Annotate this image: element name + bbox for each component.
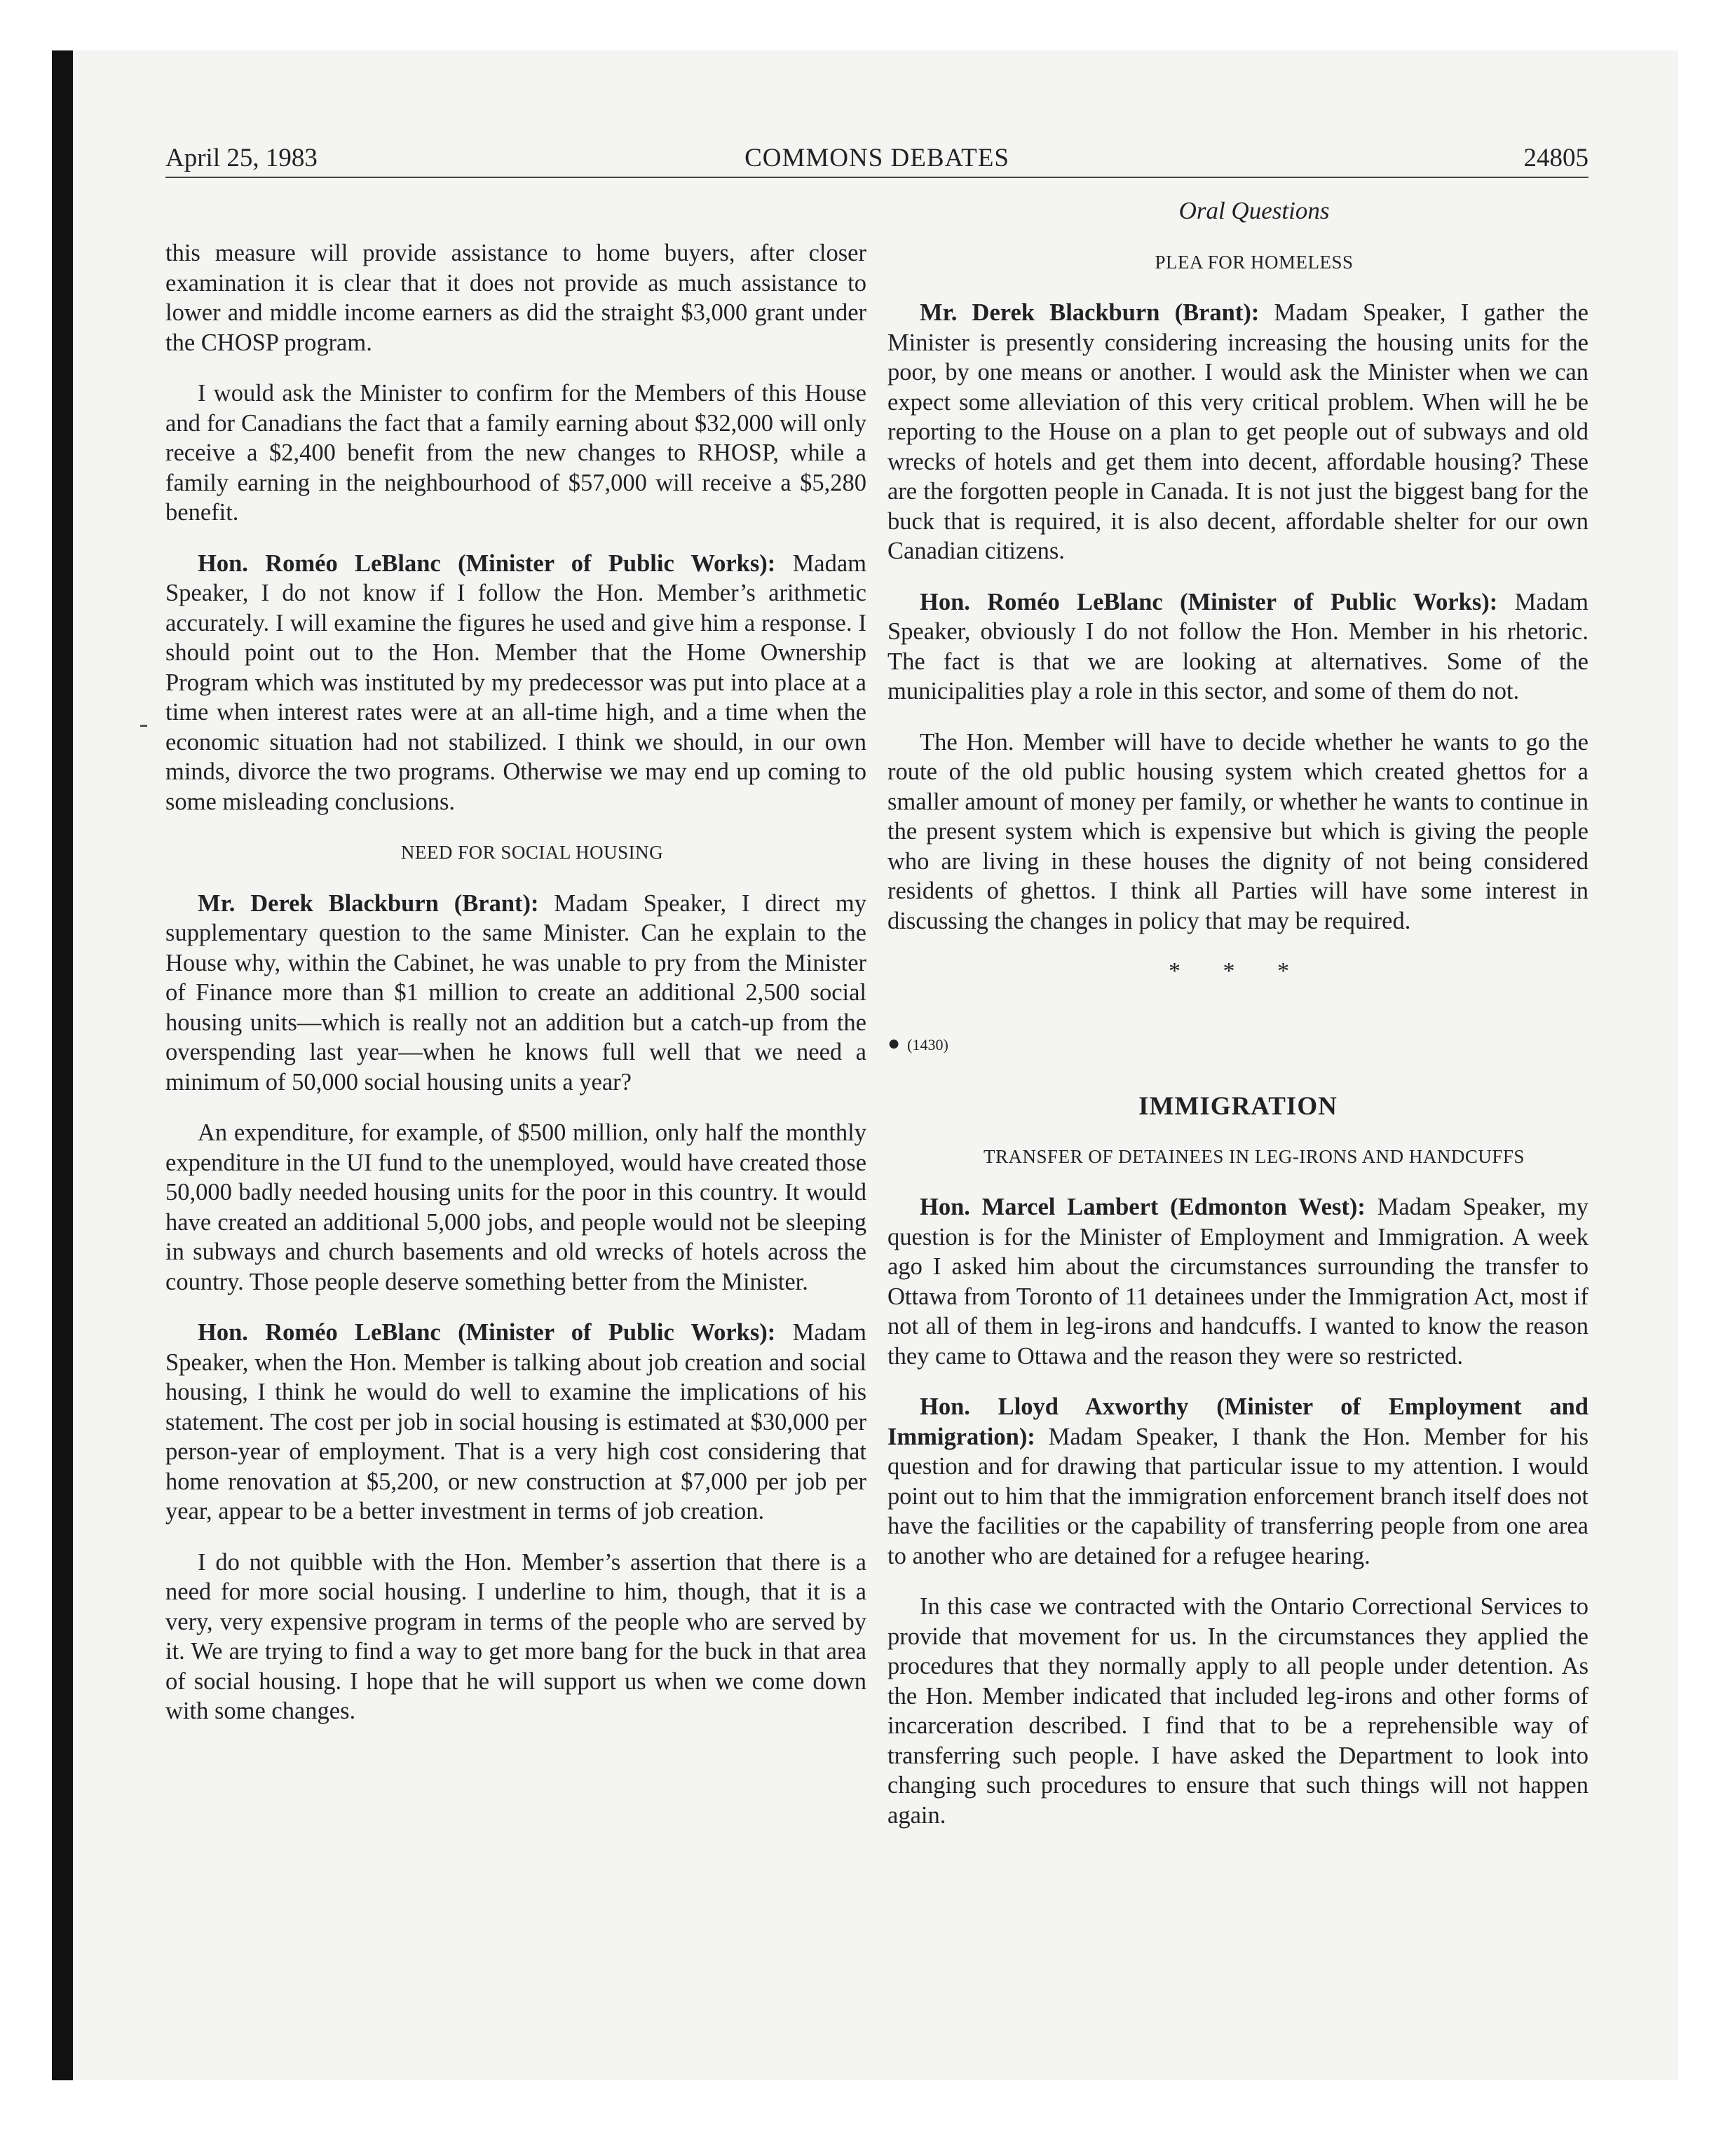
running-head-date: April 25, 1983: [165, 144, 318, 172]
speech-text: Madam Speaker, my question is for the Minister of Employment and Immigration. A week ago I asked him about the circumstances surrounding the transfer to Ottawa from Toronto of 11 detainees under the Immigration Act, most if not all of them in leg-irons and handcuffs. I wanted to know the reason they came to Ottawa and the reason they were so restricted.: [887, 1194, 1588, 1370]
right-column: [887, 196, 1588, 1851]
paragraph: I do not quibble with the Hon. Member’s assertion that there is a need for more social housing. I underline to him, though, that it is a very, very expensive program in terms of the people who are served by it. We are trying to find a way to get more bang for the buck in that area of social housing. I hope that he will support us when we come down with some changes.: [165, 1548, 866, 1724]
bullet-icon: ●: [887, 1031, 901, 1055]
speech-text: Madam Speaker, obviously I do not follow the Hon. Member in his rhetoric. The fact is that we are looking at alternatives. Some of the municipalities play a role in this sector, and some of them do not.: [887, 588, 1588, 704]
section-title: Oral Questions: [1178, 197, 1330, 224]
time-mark: [887, 1029, 1588, 1060]
paragraph: The Hon. Member will have to decide whether he wants to go the route of the old public housing system which created ghettos for a smaller amount of money per family, or whether he wants to continue in the present system which is expensive but which is giving the people who are living in these houses the dignity of not being considered residents of ghettos. I think all Parties will have some interest in discussing the changes in policy that may be required.: [887, 728, 1588, 934]
speaker-name: Hon. Lloyd Axworthy (Minister of Employment and Immigration):: [887, 1393, 1588, 1450]
speech-paragraph: [887, 587, 1588, 707]
paragraph: In this case we contracted with the Ontario Correctional Services to provide that movement for us. In the circumstances they applied the procedures that they normally apply to all people under detention. As the Hon. Member indicated that included leg-irons and other forms of incarceration described. I find that to be a reprehensible way of transferring such people. I have asked the Department to look into changing such procedures to ensure that such things will not happen again.: [887, 1593, 1588, 1829]
speech-paragraph: [887, 1192, 1588, 1371]
speech-text: Madam Speaker, I thank the Hon. Member for his question and for drawing that particular issue to my attention. I would point out to him that the immigration enforcement branch itself does not have the facilities or the capability of transferring people from one area to another who are detained for a refugee hearing.: [887, 1423, 1588, 1569]
paragraph: An expenditure, for example, of $500 million, only half the monthly expenditure in the UI fund to the unemployed, would have created those 50,000 badly needed housing units for the poor in this country. It would have created an additional 5,000 jobs, and people would not be sleeping in subways and church basements and old wrecks of hotels across the country. Those people deserve something better from the Minister.: [165, 1119, 866, 1295]
running-head: [165, 140, 1588, 178]
speaker-name: Hon. Marcel Lambert (Edmonton West):: [920, 1194, 1366, 1220]
time-mark-label: (1430): [907, 1035, 948, 1053]
section-separator: * * *: [1169, 958, 1307, 984]
paragraph: I would ask the Minister to confirm for the Members of this House and for Canadians the fact that a family earning about $32,000 will only receive a $2,400 benefit from the new changes to RHOSP, while a family earning in the neighbourhood of $57,000 will receive a $5,280 benefit.: [165, 380, 866, 526]
page-number: 24805: [1523, 144, 1588, 172]
speech-text: Madam Speaker, I gather the Minister is presently considering increasing the housing units for the poor, by one means or another. I would ask the Minister when we can expect some alleviation of this very critical problem. When will he be reporting to the House on a plan to get people out of subways and old wrecks of hotels and get them into decent, affordable housing? These are the forgotten people in Canada. It is not just the biggest bang for the buck that is required, it is also decent, affordable shelter for our own Canadian citizens.: [887, 299, 1588, 564]
speaker-name: Mr. Derek Blackburn (Brant):: [920, 299, 1260, 326]
scan-shadow-edge: [52, 50, 73, 2080]
major-heading: IMMIGRATION: [1138, 1092, 1338, 1121]
speech-text: Madam Speaker, I direct my supplementary question to the same Minister. Can he explain to the House why, within the Cabinet, he was unable to pry from the Minister of Finance more than $1 million to create an additional 2,500 social housing units—which is really not an addition but a catch-up from the overspending last year—when he knows full well that we need a minimum of 50,000 social housing units a year?: [165, 889, 866, 1096]
subheading: PLEA FOR HOMELESS: [1155, 251, 1354, 273]
speech-paragraph: [887, 1392, 1588, 1571]
running-head-title: COMMONS DEBATES: [744, 144, 1009, 172]
subheading: NEED FOR SOCIAL HOUSING: [400, 842, 664, 863]
speech-text: Madam Speaker, I do not know if I follow the Hon. Member’s arithmetic accurately. I will examine the figures he used and give him a response. I should point out to the Hon. Member that the Home Ownership Program which was instituted by my predecessor was put into place at a time when interest rates were at an all-time high, and a time when the economic situation had not stabilized. I think we should, in our own minds, divorce the two programs. Otherwise we may end up coming to some misleading conclusions.: [165, 550, 866, 815]
speech-paragraph: [887, 298, 1588, 566]
subheading: TRANSFER OF DETAINEES IN LEG-IRONS AND HANDCUFFS: [984, 1145, 1525, 1167]
paragraph: this measure will provide assistance to home buyers, after closer examination it is clear that it does not provide as much assistance to lower and middle income earners as did the straight $3,000 grant under the CHOSP program.: [165, 240, 866, 356]
speaker-name: Hon. Roméo LeBlanc (Minister of Public Works):: [198, 1319, 776, 1346]
speech-paragraph: [165, 889, 866, 1098]
speaker-name: Hon. Roméo LeBlanc (Minister of Public Works):: [920, 588, 1498, 615]
left-column: [165, 238, 866, 1747]
speaker-name: Mr. Derek Blackburn (Brant):: [198, 889, 539, 917]
speech-paragraph: [165, 549, 866, 817]
margin-mark: [140, 725, 147, 727]
speech-text: Madam Speaker, when the Hon. Member is talking about job creation and social housing, I think he would do well to examine the implications of his statement. The cost per job in social housing is estimated at $30,000 per person-year of employment. That is a very high cost considering that home renovation at $5,200, or new construction at $7,000 per job per year, appear to be a better investment in terms of job creation.: [165, 1319, 866, 1524]
speaker-name: Hon. Roméo LeBlanc (Minister of Public Works):: [198, 550, 776, 577]
speech-paragraph: [165, 1318, 866, 1527]
